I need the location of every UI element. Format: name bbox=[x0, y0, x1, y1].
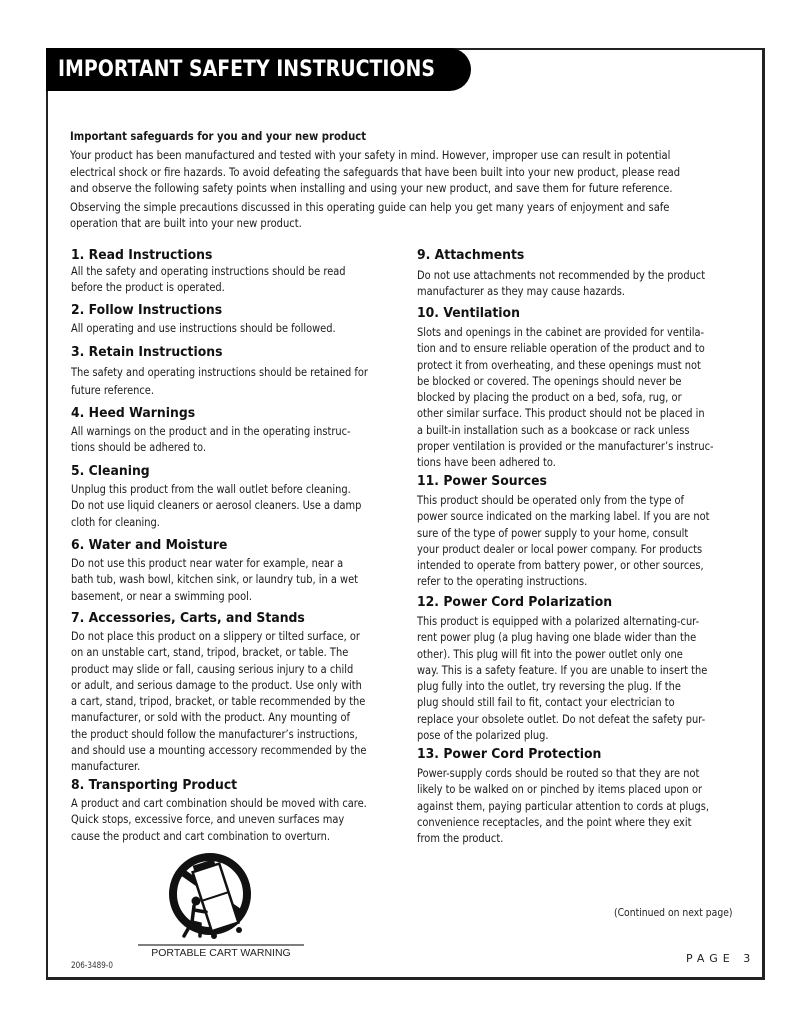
section-heading: 13. Power Cord Protection bbox=[417, 746, 602, 762]
section-power-cord-polarization bbox=[417, 593, 787, 744]
intro-block bbox=[70, 128, 730, 233]
section-power-sources bbox=[417, 472, 787, 591]
intro-line: Observing the simple precautions discussed in this operating guide can help you get many years of enjoyment and safe bbox=[70, 200, 670, 214]
intro-line: Your product has been manufactured and tested with your safety in mind. However, improper use can result in potential bbox=[70, 149, 671, 162]
intro-line: and observe the following safety points when installing and using your new product, and save them for future reference. bbox=[70, 182, 673, 195]
intro-line: electrical shock or fire hazards. To avoid defeating the safeguards that have been built into your new product, please read bbox=[70, 165, 681, 179]
section-ventilation bbox=[417, 304, 787, 472]
section-heading: 11. Power Sources bbox=[417, 473, 547, 489]
section-heading: 12. Power Cord Polarization bbox=[417, 594, 613, 610]
section-heading: 2. Follow Instructions bbox=[71, 302, 223, 318]
section-heading: 1. Read Instructions bbox=[71, 247, 213, 263]
section-heed-warnings bbox=[71, 404, 441, 457]
portable-cart-warning-icon bbox=[138, 850, 304, 947]
section-accessories-carts-stands bbox=[71, 609, 441, 776]
section-body: Unplug this product from the wall outlet before cleaning. Do not use liquid cleaners or aerosol cleaners. Use a damp cloth for cleaning. bbox=[71, 483, 362, 529]
section-heading: 9. Attachments bbox=[417, 247, 525, 263]
intro-paragraph-1 bbox=[70, 148, 729, 198]
intro-paragraph-2 bbox=[70, 200, 729, 233]
section-transporting-product bbox=[71, 776, 441, 845]
section-heading: 10. Ventilation bbox=[417, 305, 520, 321]
continued-note: (Continued on next page) bbox=[614, 907, 733, 919]
header-banner bbox=[46, 48, 471, 91]
section-body: This product is equipped with a polarized alternating-cur- rent power plug (a plug having one blade wider than the other). This plug will fit into the power outlet only one way. This is a safety feature. If you are unable to insert the plug fully into the outlet, try reversing the plug. If the plug should still fail to fit, contact your electrician to replace your obsolete outlet. Do not defeat the safety pur- pose of the polarized plug. bbox=[417, 615, 708, 743]
section-attachments bbox=[417, 246, 787, 301]
section-cleaning bbox=[71, 462, 441, 531]
intro-title: Important safeguards for you and your new product bbox=[70, 130, 367, 143]
section-heading: 6. Water and Moisture bbox=[71, 537, 228, 553]
section-heading: 4. Heed Warnings bbox=[71, 405, 196, 421]
section-retain-instructions bbox=[71, 343, 441, 400]
section-body: Do not use attachments not recommended by the product manufacturer as they may cause hazards. bbox=[417, 269, 706, 299]
section-body: This product should be operated only from the type of power source indicated on the marking label. If you are not sure of the type of power supply to your home, consult your product dealer or local power company. For products intended to operate from battery power, or other sources, refer to the operating instructions. bbox=[417, 494, 710, 589]
section-heading: 5. Cleaning bbox=[71, 463, 150, 479]
section-heading: 3. Retain Instructions bbox=[71, 344, 223, 360]
section-body: All operating and use instructions should be followed. bbox=[71, 322, 336, 335]
section-body: Power-supply cords should be routed so that they are not likely to be walked on or pinched by items placed upon or against them, paying particular attention to cords at plugs, convenience receptacles, and the point where they exit from the product. bbox=[417, 767, 710, 846]
section-water-and-moisture bbox=[71, 536, 441, 605]
section-body: Slots and openings in the cabinet are provided for ventila- tion and to ensure reliable operation of the product and to protect it from overheating, and these openings must not be blocked or covered. The openings should never be blocked by placing the product on a bed, sofa, rug, or other similar surface. This product should not be placed in a built-in installation such as a bookcase or rack unless proper ventilation is provided or the manufacturer’s instruc- tions have been adhered to. bbox=[417, 326, 714, 470]
page-title: IMPORTANT SAFETY INSTRUCTIONS bbox=[58, 57, 435, 82]
section-heading: 7. Accessories, Carts, and Stands bbox=[71, 610, 305, 626]
portable-cart-warning-figure bbox=[138, 850, 304, 965]
document-code: 206-3489-0 bbox=[71, 961, 113, 971]
section-heading: 8. Transporting Product bbox=[71, 777, 238, 793]
figure-caption: PORTABLE CART WARNING bbox=[151, 947, 291, 959]
section-body: Do not use this product near water for example, near a bath tub, wash bowl, kitchen sink, or laundry tub, in a wet basement, or near a swimming pool. bbox=[71, 557, 359, 603]
section-body: A product and cart combination should be moved with care. Quick stops, excessive force, and uneven surfaces may cause the product and cart combination to overturn. bbox=[71, 797, 367, 843]
section-body: The safety and operating instructions should be retained for future reference. bbox=[71, 366, 368, 397]
section-body: All the safety and operating instructions should be read before the product is operated. bbox=[71, 265, 346, 295]
section-body: All warnings on the product and in the operating instruc- tions should be adhered to. bbox=[71, 425, 351, 455]
section-body: Do not place this product on a slippery or tilted surface, or on an unstable cart, stand, tripod, bracket, or table. The product may slide or fall, causing serious injury to a child or adult, and serious damage to the product. Use only with a cart, stand, tripod, bracket, or table recommended by the manufacturer, or sold with the product. Any mounting of the product should follow the manufacturer’s instructions, and should use a mounting accessory recommended by the manufacturer. bbox=[71, 630, 367, 774]
section-power-cord-protection bbox=[417, 745, 787, 847]
intro-line: operation that are built into your new product. bbox=[70, 217, 302, 230]
section-follow-instructions bbox=[71, 301, 441, 337]
section-read-instructions bbox=[71, 246, 441, 297]
page-number: PAGE 3 bbox=[686, 952, 756, 965]
